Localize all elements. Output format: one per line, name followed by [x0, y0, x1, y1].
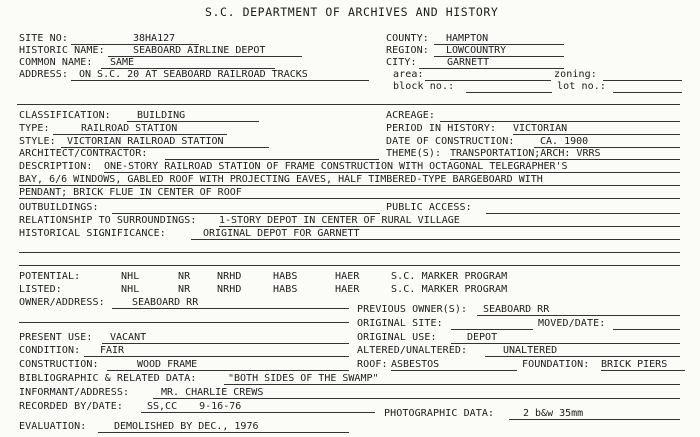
block-no-field[interactable] — [466, 81, 552, 93]
lot-no-label: lot no.: — [557, 81, 606, 92]
date-construction-label: DATE OF CONSTRUCTION: — [386, 136, 515, 147]
significance-label: HISTORICAL SIGNIFICANCE: — [19, 228, 166, 239]
significance-value: ORIGINAL DEPOT FOR GARNETT — [203, 228, 360, 239]
region-field[interactable] — [434, 45, 564, 57]
historic-name-label: HISTORIC NAME: — [19, 45, 105, 56]
city-value: GARNETT — [447, 57, 490, 68]
relationship-field[interactable] — [219, 215, 680, 227]
altered-field[interactable] — [485, 345, 680, 357]
city-field[interactable] — [419, 57, 564, 69]
style-value: VICTORIAN RAILROAD STATION — [67, 136, 224, 147]
date-construction-value: CA. 1900 — [540, 136, 589, 147]
classification-value: BUILDING — [137, 110, 186, 121]
previous-owners-label: PREVIOUS OWNER(S): — [357, 304, 468, 315]
foundation-label: FOUNDATION: — [522, 359, 590, 370]
outbuildings-label: OUTBUILDINGS: — [19, 202, 99, 213]
evaluation-field[interactable] — [98, 421, 349, 433]
region-label: REGION: — [386, 45, 429, 56]
photographic-label: PHOTOGRAPHIC DATA: — [384, 408, 495, 419]
altered-label: ALTERED/UNALTERED: — [357, 345, 468, 356]
potential-nhl[interactable]: NHL — [121, 271, 140, 282]
foundation-field[interactable] — [601, 359, 685, 371]
original-site-field[interactable] — [451, 318, 533, 330]
foundation-value: BRICK PIERS — [601, 359, 668, 370]
zoning-field[interactable] — [603, 69, 682, 81]
type-label: TYPE: — [19, 123, 50, 134]
period-field[interactable] — [513, 123, 680, 135]
recorded-field[interactable] — [141, 401, 375, 413]
construction-field[interactable] — [107, 359, 349, 371]
zoning-label: zoning: — [554, 69, 597, 80]
listed-haer[interactable]: HAER — [335, 284, 360, 295]
architect-label: ARCHITECT/CONTRACTOR: — [19, 148, 148, 159]
recorded-label: RECORDED BY/DATE: — [19, 401, 124, 412]
owner-line-2[interactable] — [19, 311, 349, 323]
condition-field[interactable] — [84, 345, 349, 357]
site-no-value: 38HA127 — [133, 33, 176, 44]
description-value-1: ONE-STORY RAILROAD STATION OF FRAME CONSTRUCTION WITH OCTAGONAL TELEGRAPHER'S — [104, 161, 568, 172]
listed-nhl[interactable]: NHL — [121, 284, 140, 295]
bibliographic-label: BIBLIOGRAPHIC & RELATED DATA: — [19, 373, 197, 384]
previous-owners-field[interactable] — [477, 304, 680, 316]
county-label: COUNTY: — [386, 33, 429, 44]
relationship-value: 1-STORY DEPOT IN CENTER OF RURAL VILLAGE — [219, 215, 460, 226]
photographic-field[interactable] — [509, 408, 680, 420]
form-title: S.C. DEPARTMENT OF ARCHIVES AND HISTORY — [205, 5, 499, 19]
original-use-value: DEPOT — [467, 332, 498, 343]
roof-label: ROOF: — [357, 359, 388, 370]
owner-value: SEABOARD RR — [132, 297, 199, 308]
owner-field[interactable] — [112, 297, 349, 309]
original-use-field[interactable] — [451, 332, 680, 344]
architect-field[interactable] — [165, 148, 379, 160]
informant-field[interactable] — [153, 387, 680, 399]
potential-label: POTENTIAL: — [19, 271, 81, 282]
common-name-value: SAME — [110, 57, 135, 68]
listed-nrhd[interactable]: NRHD — [217, 284, 242, 295]
county-field[interactable] — [434, 33, 564, 45]
historic-name-field[interactable] — [108, 45, 302, 57]
common-name-label: COMMON NAME: — [19, 57, 93, 68]
informant-label: INFORMANT/ADDRESS: — [19, 387, 130, 398]
acreage-label: ACREAGE: — [386, 110, 435, 121]
period-label: PERIOD IN HISTORY: — [386, 123, 497, 134]
public-access-field[interactable] — [486, 202, 680, 214]
original-use-label: ORIGINAL USE: — [357, 332, 437, 343]
construction-label: CONSTRUCTION: — [19, 359, 99, 370]
construction-value: WOOD FRAME — [137, 359, 198, 370]
area-label: area: — [393, 69, 424, 80]
style-label: STYLE: — [19, 136, 56, 147]
description-line-2[interactable] — [19, 174, 680, 186]
bibliographic-value: "BOTH SIDES OF THE SWAMP" — [228, 373, 379, 384]
present-use-value: VACANT — [110, 332, 147, 343]
section-divider — [17, 104, 680, 105]
city-label: CITY: — [386, 57, 417, 68]
site-no-label: SITE NO: — [19, 33, 68, 44]
themes-value: TRANSPORTATION;ARCH: VRRS — [450, 148, 601, 159]
roof-field[interactable] — [391, 359, 517, 371]
county-value: HAMPTON — [446, 33, 489, 44]
potential-nrhd[interactable]: NRHD — [217, 271, 242, 282]
original-site-label: ORIGINAL SITE: — [357, 318, 443, 329]
address-field[interactable] — [71, 69, 369, 81]
block-no-label: block no.: — [393, 81, 455, 92]
region-value: LOWCOUNTRY — [446, 45, 507, 56]
listed-label: LISTED: — [19, 284, 62, 295]
area-field[interactable] — [425, 69, 551, 81]
photographic-value: 2 b&w 35mm — [523, 408, 584, 419]
bibliographic-field[interactable] — [224, 373, 680, 385]
relationship-label: RELATIONSHIP TO SURROUNDINGS: — [19, 215, 197, 226]
potential-marker[interactable]: S.C. MARKER PROGRAM — [391, 271, 508, 282]
previous-owners-value: SEABOARD RR — [483, 304, 550, 315]
owner-label: OWNER/ADDRESS: — [19, 297, 105, 308]
roof-value: ASBESTOS — [391, 359, 440, 370]
period-value: VICTORIAN — [513, 123, 568, 134]
lot-no-field[interactable] — [613, 81, 682, 93]
significance-line-3[interactable] — [19, 254, 680, 266]
historic-name-value: SEABOARD AIRLINE DEPOT — [133, 45, 266, 56]
date-construction-field[interactable] — [534, 136, 680, 148]
style-field[interactable] — [61, 136, 269, 148]
recorded-date-value: 9-16-76 — [199, 401, 242, 412]
evaluation-value: DEMOLISHED BY DEC., 1976 — [114, 421, 259, 432]
classification-field[interactable] — [127, 110, 259, 122]
potential-haer[interactable]: HAER — [335, 271, 360, 282]
address-label: ADDRESS: — [19, 69, 68, 80]
significance-field[interactable] — [191, 228, 680, 240]
listed-marker[interactable]: S.C. MARKER PROGRAM — [391, 284, 508, 295]
recorded-by-value: SS,CC — [147, 401, 178, 412]
outbuildings-field[interactable] — [112, 202, 380, 214]
moved-date-label: MOVED/DATE: — [538, 318, 606, 329]
listed-habs[interactable]: HABS — [273, 284, 298, 295]
significance-line-2[interactable] — [19, 241, 680, 253]
description-value-3: PENDANT; BRICK FLUE IN CENTER OF ROOF — [19, 187, 242, 198]
classification-label: CLASSIFICATION: — [19, 110, 111, 121]
present-use-field[interactable] — [102, 332, 349, 344]
present-use-label: PRESENT USE: — [19, 332, 93, 343]
informant-value: MR. CHARLIE CREWS — [161, 387, 264, 398]
acreage-field[interactable] — [440, 110, 680, 122]
public-access-label: PUBLIC ACCESS: — [386, 202, 472, 213]
type-field[interactable] — [53, 123, 227, 135]
potential-habs[interactable]: HABS — [273, 271, 298, 282]
address-value: ON S.C. 20 AT SEABOARD RAILROAD TRACKS — [79, 69, 308, 80]
description-label: DESCRIPTION: — [19, 161, 93, 172]
condition-label: CONDITION: — [19, 345, 81, 356]
common-name-field[interactable] — [101, 57, 275, 69]
themes-label: THEME(S): — [386, 148, 442, 159]
description-value-2: BAY, 6/6 WINDOWS, GABLED ROOF WITH PROJECTING EAVES, HALF TIMBERED-TYPE BARGEBOARD WITH — [19, 174, 543, 185]
evaluation-label: EVALUATION: — [19, 421, 87, 432]
altered-value: UNALTERED — [503, 345, 558, 356]
listed-nr[interactable]: NR — [178, 284, 191, 295]
condition-value: FAIR — [100, 345, 125, 356]
site-no-field[interactable] — [71, 33, 199, 45]
type-value: RAILROAD STATION — [81, 123, 178, 134]
themes-field[interactable] — [450, 148, 680, 160]
potential-nr[interactable]: NR — [178, 271, 191, 282]
description-line-3[interactable] — [19, 187, 680, 199]
moved-date-field[interactable] — [613, 318, 680, 330]
description-line-1[interactable] — [104, 161, 680, 173]
